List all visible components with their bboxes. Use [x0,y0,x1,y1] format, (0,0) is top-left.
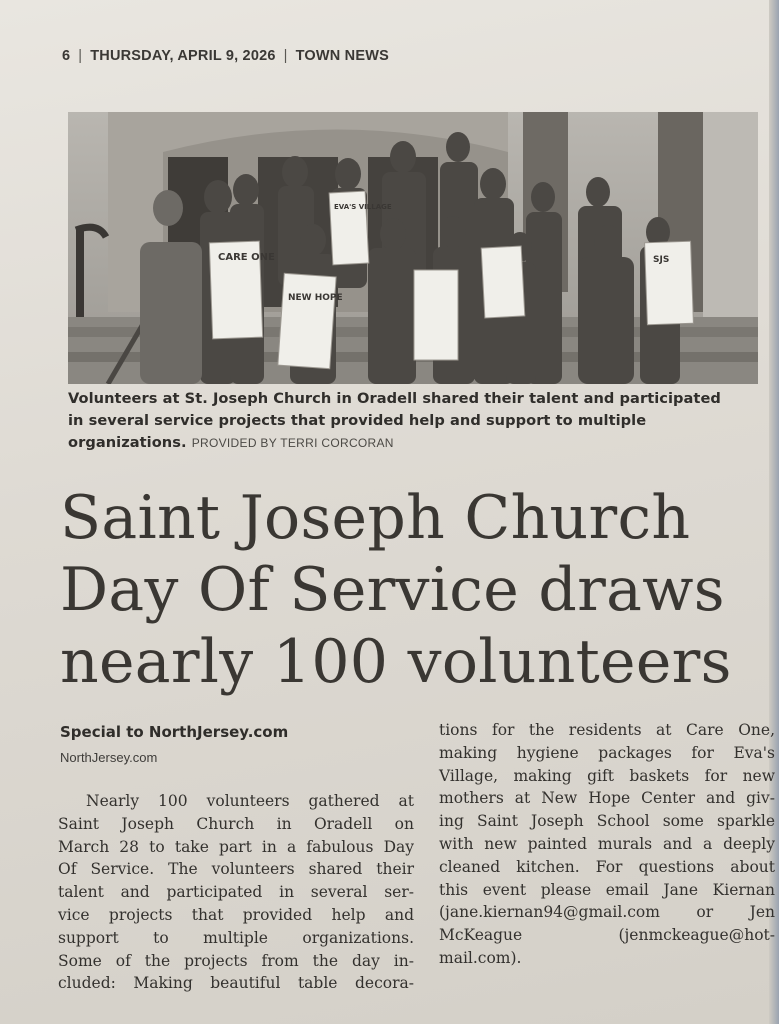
caption-line [68,432,758,454]
article-headline [60,482,772,698]
sign-new-hope: NEW HOPE [288,293,343,303]
folio-separator: | [283,48,288,64]
sign-care-one: CARE ONE [218,252,275,263]
article-byline: Special to NorthJersey.com [60,723,289,741]
caption-line: in several service projects that provided help and support to multiple [68,412,647,429]
body-line: talent and participated in several ser- [58,883,414,902]
body-line: Of Service. The volunteers shared their [58,860,414,879]
body-line: making hygiene packages for Eva's [439,743,775,762]
body-line: cluded: Making beautiful table decora- [58,974,414,993]
body-line: McKeague (jenmckeague@hot- [439,926,775,945]
body-line: support to multiple organizations. [58,928,414,947]
group-photo [68,112,758,384]
volunteers-photo-illustration [68,112,758,384]
body-line: cleaned kitchen. For questions about [439,857,775,876]
body-line: mothers at New Hope Center and giv- [439,789,775,808]
body-line: ing Saint Joseph School some sparkle [439,812,775,831]
body-line: Village, making gift baskets for new [439,766,775,785]
body-line: (jane.kiernan94@gmail.com or Jen [439,903,775,922]
issue-date: THURSDAY, APRIL 9, 2026 [90,48,276,64]
body-line: Some of the projects from the day in- [58,951,414,970]
body-line: tions for the residents at Care One, [439,721,775,739]
body-line: Saint Joseph Church in Oradell on [58,814,414,833]
caption-line: Volunteers at St. Joseph Church in Oradell shared their talent and participated [68,390,721,407]
sign-sjs: SJS [653,255,670,265]
page-folio [62,48,389,68]
body-line: Nearly 100 volunteers gathered at [86,792,414,810]
publication-name: TOWN NEWS [295,48,389,64]
headline-line: nearly 100 volunteers [60,627,732,697]
body-line: this event please email Jane Kiernan [439,880,775,899]
body-column-left [58,790,414,995]
photo-credit: PROVIDED BY TERRI CORCORAN [191,436,394,450]
body-column-right [439,719,775,970]
article-source: NorthJersey.com [60,750,158,765]
headline-line: Saint Joseph Church [60,483,691,553]
headline-line: Day Of Service draws [60,555,725,625]
photo-caption [68,388,758,454]
body-line: vice projects that provided help and [58,905,414,924]
body-line: March 28 to take part in a fabulous Day [58,837,414,856]
body-line: mail.com). [439,948,522,967]
folio-separator: | [78,48,83,64]
caption-line-text: organizations. [68,434,187,451]
sign-evas-village: EVA'S VILLAGE [334,203,392,211]
page-number: 6 [62,48,71,64]
body-line: with new painted murals and a deeply [439,834,775,853]
